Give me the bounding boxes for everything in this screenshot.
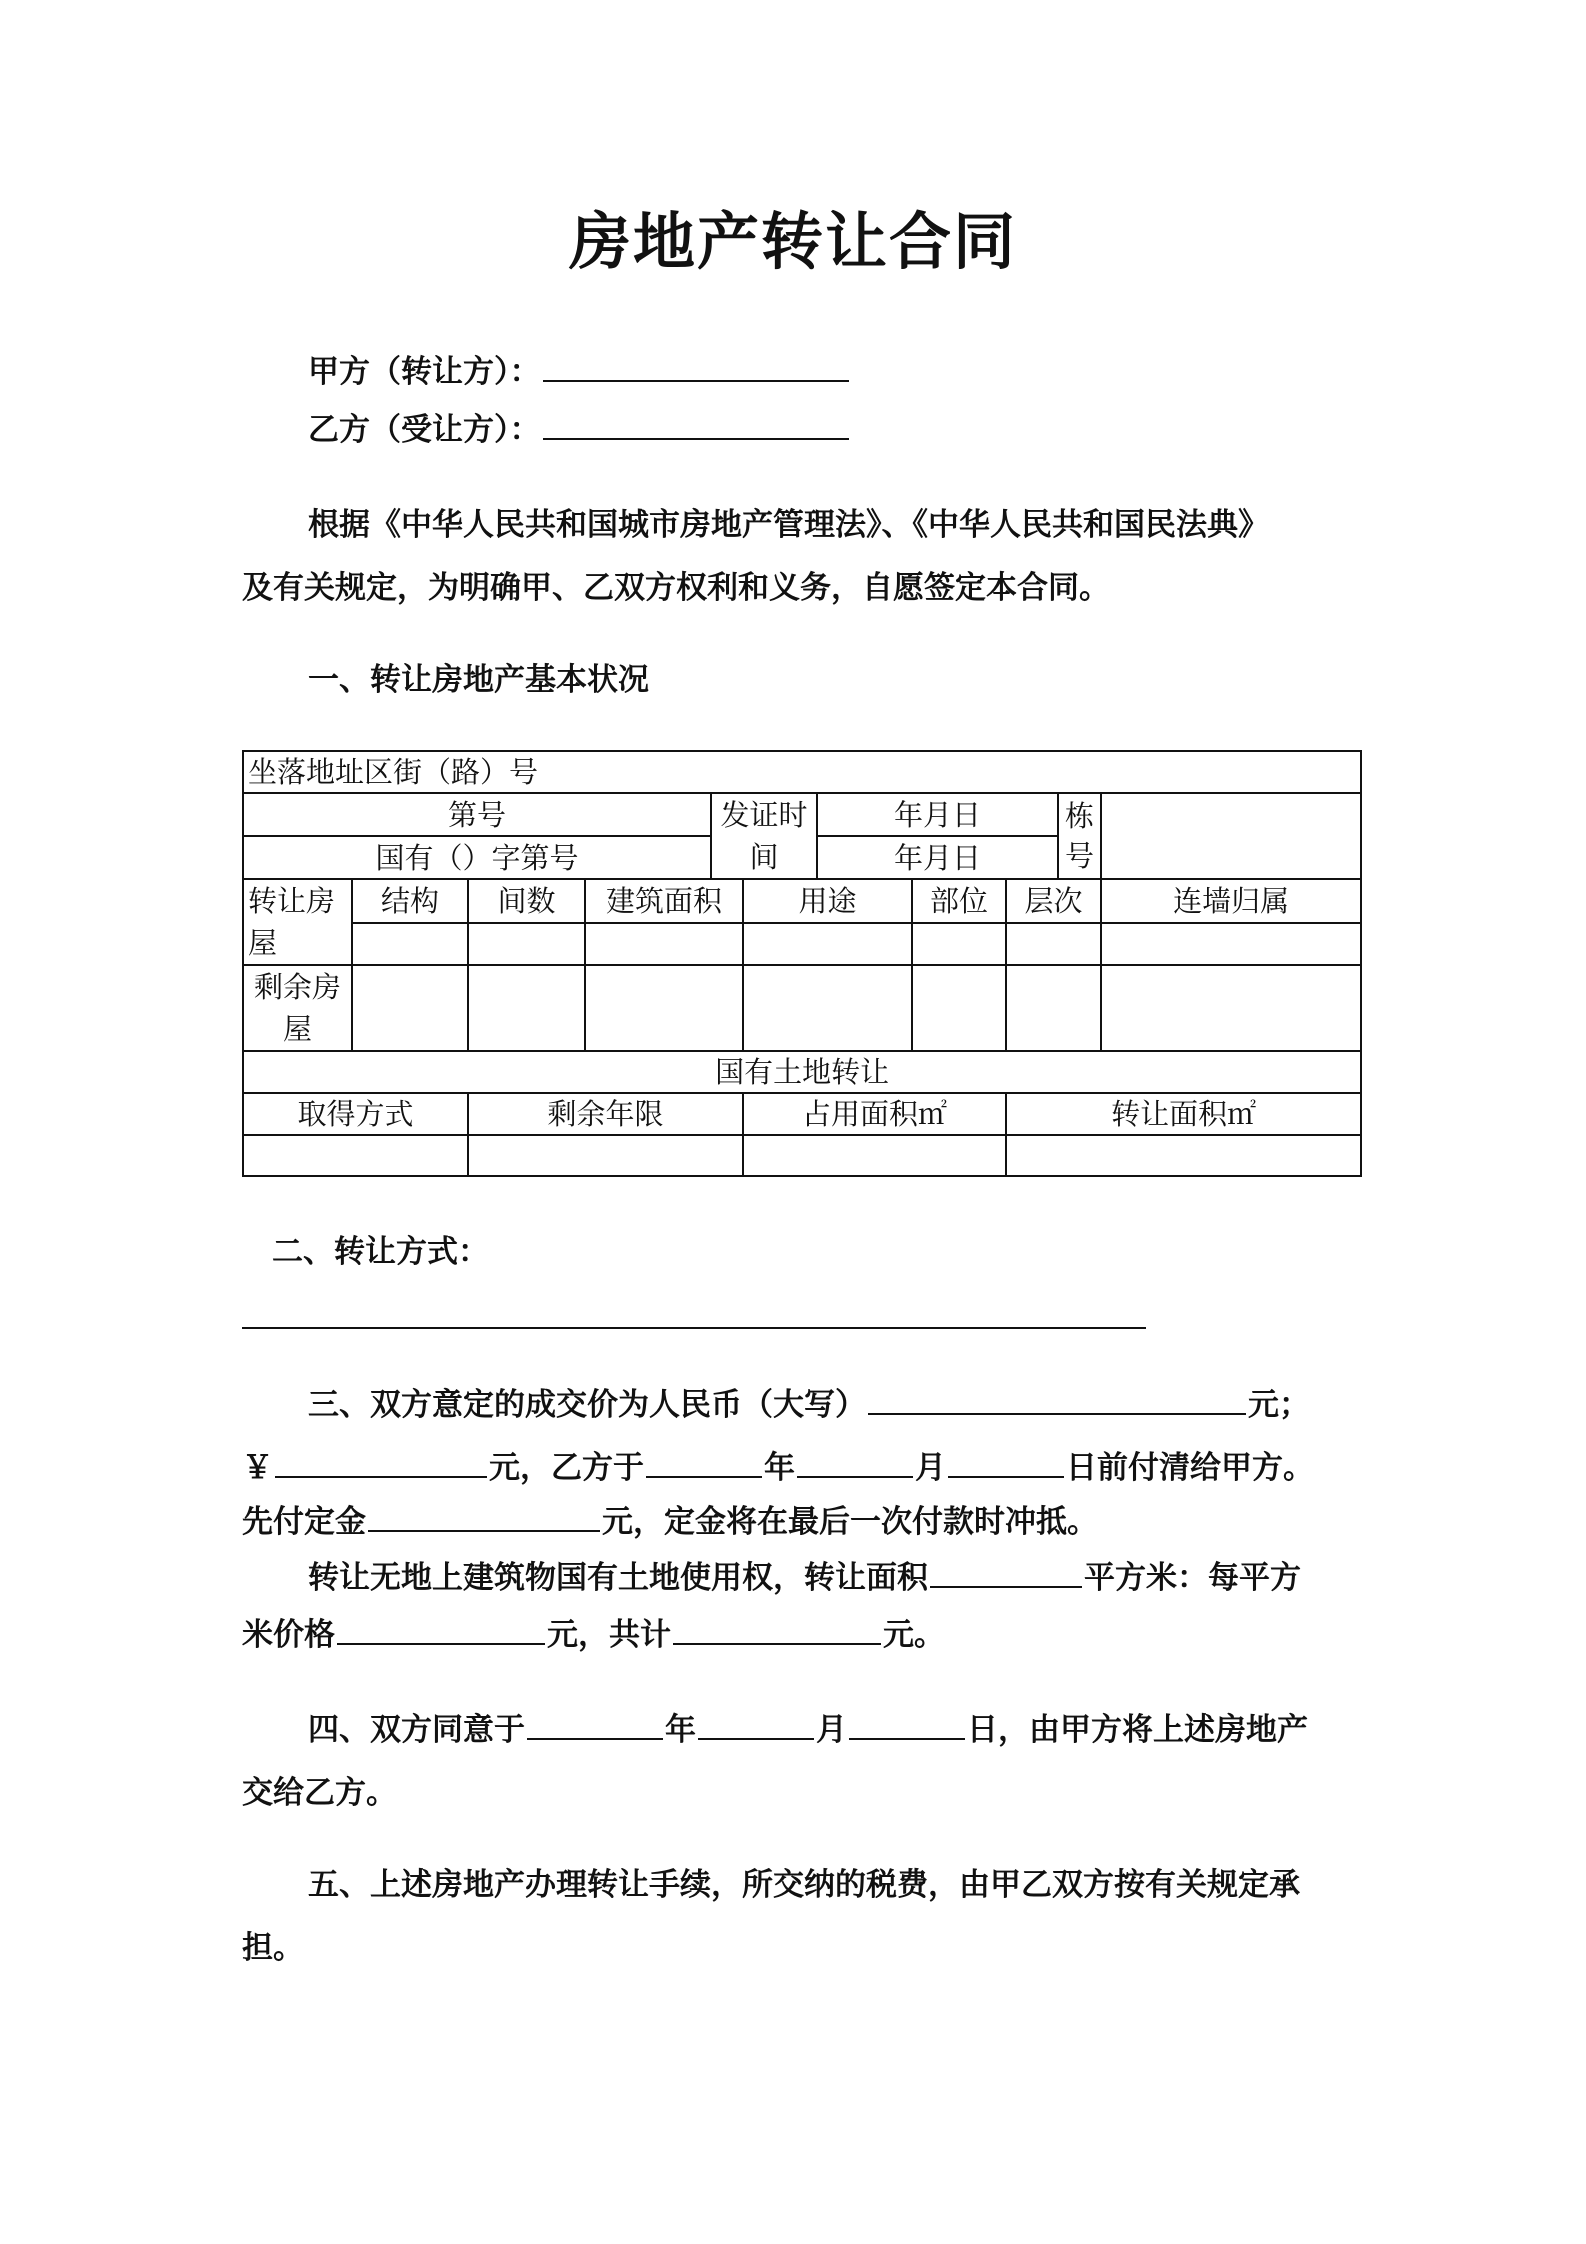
remaining-house-label: 剩余房屋 — [243, 965, 352, 1051]
land-transfer-area-value[interactable] — [1006, 1135, 1361, 1176]
s4-month: 月 — [816, 1712, 847, 1748]
s3-line-2 — [242, 1446, 1314, 1490]
section2-heading: 二、转让方式： — [272, 1234, 489, 1270]
transfer-use[interactable] — [743, 923, 912, 965]
issue-date-1: 年月日 — [817, 793, 1058, 836]
land-area-label: 转让无地上建筑物国有土地使用权，转让面积 — [308, 1560, 928, 1596]
building-no-label: 栋号 — [1058, 793, 1101, 879]
party-b-line — [308, 408, 851, 452]
remaining-floor[interactable] — [1006, 965, 1101, 1051]
deposit-label: 先付定金 — [242, 1504, 366, 1540]
land-occupied-value[interactable] — [743, 1135, 1006, 1176]
s3-line-4 — [308, 1556, 1301, 1600]
unit-price-label: 米价格 — [242, 1617, 335, 1653]
pay-year-blank[interactable] — [646, 1446, 762, 1478]
cert-number-cell: 第号 — [243, 793, 711, 836]
transfer-area[interactable] — [585, 923, 743, 965]
s3-price-label: 三、双方意定的成交价为人民币（大写） — [308, 1387, 866, 1423]
issue-date-2: 年月日 — [817, 836, 1058, 879]
s3-line-1 — [308, 1383, 1310, 1427]
year-label: 年 — [764, 1450, 795, 1486]
month-label: 月 — [915, 1450, 946, 1486]
handover-year-blank[interactable] — [527, 1708, 663, 1740]
party-b-blank[interactable] — [543, 408, 849, 440]
section1-heading: 一、转让房地产基本状况 — [308, 662, 649, 698]
s5-line-2: 担。 — [242, 1930, 304, 1966]
address-cell: 坐落地址区街（路）号 — [243, 751, 1361, 793]
remaining-area[interactable] — [585, 965, 743, 1051]
deposit-blank[interactable] — [368, 1500, 600, 1532]
building-no-value[interactable] — [1101, 793, 1361, 879]
s3-line-3 — [242, 1500, 1098, 1544]
remaining-rooms[interactable] — [468, 965, 585, 1051]
land-acquisition-value[interactable] — [243, 1135, 468, 1176]
land-area-unit: 平方米：每平方 — [1084, 1560, 1301, 1596]
col-wall: 连墙归属 — [1101, 879, 1361, 923]
total-blank[interactable] — [673, 1613, 881, 1645]
handover-month-blank[interactable] — [698, 1708, 814, 1740]
transfer-wall[interactable] — [1101, 923, 1361, 965]
s3-pay-end: 日前付清给甲方。 — [1066, 1450, 1314, 1486]
remaining-use[interactable] — [743, 965, 912, 1051]
s5-line-1: 五、上述房地产办理转让手续，所交纳的税费，由甲乙双方按有关规定承 — [308, 1867, 1300, 1903]
land-area-blank[interactable] — [930, 1556, 1082, 1588]
party-a-label: 甲方（转让方）： — [308, 354, 541, 390]
col-part: 部位 — [912, 879, 1006, 923]
yen-sign: ￥ — [242, 1450, 273, 1486]
col-rooms: 间数 — [468, 879, 585, 923]
land-col-years: 剩余年限 — [468, 1093, 743, 1135]
party-b-label: 乙方（受让方）： — [308, 412, 541, 448]
s3-line-5 — [242, 1613, 945, 1657]
property-status-table — [242, 750, 1362, 1177]
col-structure: 结构 — [352, 879, 468, 923]
land-col-transfer-area: 转让面积㎡ — [1006, 1093, 1361, 1135]
col-use: 用途 — [743, 879, 912, 923]
s3-pay-label: 元，乙方于 — [489, 1450, 644, 1486]
deposit-note: 元，定金将在最后一次付款时冲抵。 — [602, 1504, 1098, 1540]
pay-month-blank[interactable] — [797, 1446, 913, 1478]
transfer-rooms[interactable] — [468, 923, 585, 965]
s4-line-2: 交给乙方。 — [242, 1775, 397, 1811]
col-area: 建筑面积 — [585, 879, 743, 923]
land-transfer-header: 国有土地转让 — [243, 1051, 1361, 1093]
transfer-part[interactable] — [912, 923, 1006, 965]
party-a-line — [308, 350, 851, 394]
transfer-house-label: 转让房屋 — [243, 879, 352, 965]
land-col-occupied: 占用面积㎡ — [743, 1093, 1006, 1135]
total-label: 元，共计 — [547, 1617, 671, 1653]
state-cert-cell: 国有（）字第号 — [243, 836, 711, 879]
intro-line-2: 及有关规定，为明确甲、乙双方权利和义务，自愿签定本合同。 — [242, 570, 1110, 606]
party-a-blank[interactable] — [543, 350, 849, 382]
s3-yuan: 元； — [1248, 1387, 1310, 1423]
intro-line-1: 根据《中华人民共和国城市房地产管理法》、《中华人民共和国民法典》 — [308, 507, 1269, 543]
land-col-acquisition: 取得方式 — [243, 1093, 468, 1135]
s4-text: 日，由甲方将上述房地产 — [967, 1712, 1308, 1748]
s4-line-1 — [308, 1708, 1308, 1752]
s4-year: 年 — [665, 1712, 696, 1748]
issue-time-label: 发证时间 — [711, 793, 817, 879]
total-unit: 元。 — [883, 1617, 945, 1653]
remaining-part[interactable] — [912, 965, 1006, 1051]
remaining-structure[interactable] — [352, 965, 468, 1051]
price-number-blank[interactable] — [275, 1446, 487, 1478]
handover-day-blank[interactable] — [849, 1708, 965, 1740]
price-words-blank[interactable] — [868, 1383, 1246, 1415]
remaining-wall[interactable] — [1101, 965, 1361, 1051]
land-years-value[interactable] — [468, 1135, 743, 1176]
pay-day-blank[interactable] — [948, 1446, 1064, 1478]
transfer-structure[interactable] — [352, 923, 468, 965]
s4-label: 四、双方同意于 — [308, 1712, 525, 1748]
col-floor: 层次 — [1006, 879, 1101, 923]
transfer-floor[interactable] — [1006, 923, 1101, 965]
document-title: 房地产转让合同 — [568, 205, 1017, 278]
transfer-method-blank[interactable] — [242, 1327, 1146, 1329]
unit-price-blank[interactable] — [337, 1613, 545, 1645]
